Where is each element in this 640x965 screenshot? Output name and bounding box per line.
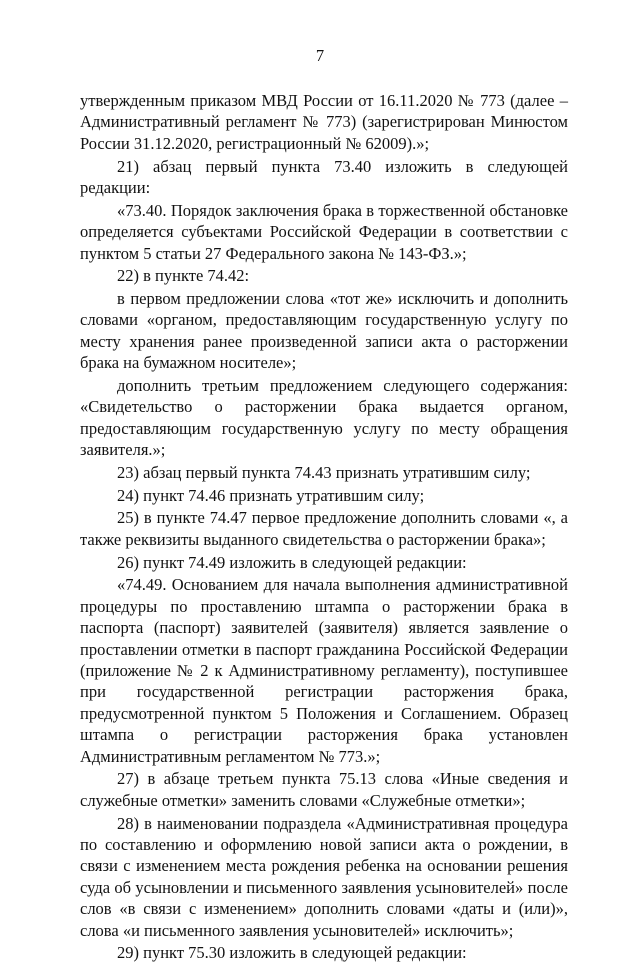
paragraph-quote-73-40: «73.40. Порядок заключения брака в торжественной обстановке определяется субъектами Российской Федерации в соответствии с пунктом 5 статьи 27 Федерального закона № 143-ФЗ.»; bbox=[80, 200, 568, 263]
paragraph-item-28: 28) в наименовании подраздела «Административная процедура по составлению и оформлению новой записи акта о рождении, в связи с изменением места рождения ребенка на основании решения суда об усыновлении и письменного заявления усыновителей» после слов «в связи с изменением» дополнить словами «даты и (или)», слова «и письменного заявления усыновителей» исключить»; bbox=[80, 813, 568, 940]
document-body bbox=[80, 90, 568, 965]
paragraph-item-29: 29) пункт 75.30 изложить в следующей редакции: bbox=[117, 943, 467, 963]
paragraph-continuation: утвержденным приказом МВД России от 16.11.2020 № 773 (далее – Административный регламент № 773) (зарегистрирован Минюстом России 31.12.2020, регистрационный № 62009).»; bbox=[80, 91, 568, 153]
paragraph-item-21: 21) абзац первый пункта 73.40 изложить в следующей редакции: bbox=[80, 156, 568, 197]
paragraph-item-22: 22) в пункте 74.42: bbox=[117, 266, 250, 286]
page-number: 7 bbox=[315, 46, 325, 65]
paragraph-item-25: 25) в пункте 74.47 первое предложение дополнить словами «, а также реквизиты выданного свидетельства о расторжении брака»; bbox=[80, 508, 568, 549]
paragraph-item-23: 23) абзац первый пункта 74.43 признать утратившим силу; bbox=[117, 462, 531, 482]
paragraph-item-27: 27) в абзаце третьем пункта 75.13 слова «Иные сведения и служебные отметки» заменить словами «Служебные отметки»; bbox=[80, 769, 568, 810]
paragraph-quote-74-49: «74.49. Основанием для начала выполнения административной процедуры по проставлению штампа о расторжении брака в паспорта (паспорт) заявителей (заявителя) является заявление о проставлении отметки в паспорт гражданина Российской Федерации (приложение № 2 к Административному регламенту), поступившее при государственной регистрации расторжения брака, предусмотренной пунктом 5 Положения и Соглашением. Образец штампа о регистрации расторжения брака установлен Административным регламентом № 773.»; bbox=[80, 575, 568, 766]
paragraph-item-24: 24) пункт 74.46 признать утратившим силу; bbox=[117, 485, 425, 505]
paragraph-item-26: 26) пункт 74.49 изложить в следующей редакции: bbox=[117, 552, 467, 572]
paragraph-item-22-third-sentence: дополнить третьим предложением следующего содержания: «Свидетельство о расторжении брака выдается органом, предоставляющим государственную услугу по месту обращения заявителя.»; bbox=[80, 376, 568, 460]
paragraph-item-22-first-sentence: в первом предложении слова «тот же» исключить и дополнить словами «органом, предоставляющим государственную услугу по месту хранения ранее произведенной записи акта о расторжении брака на бумажном носителе»; bbox=[80, 289, 568, 373]
